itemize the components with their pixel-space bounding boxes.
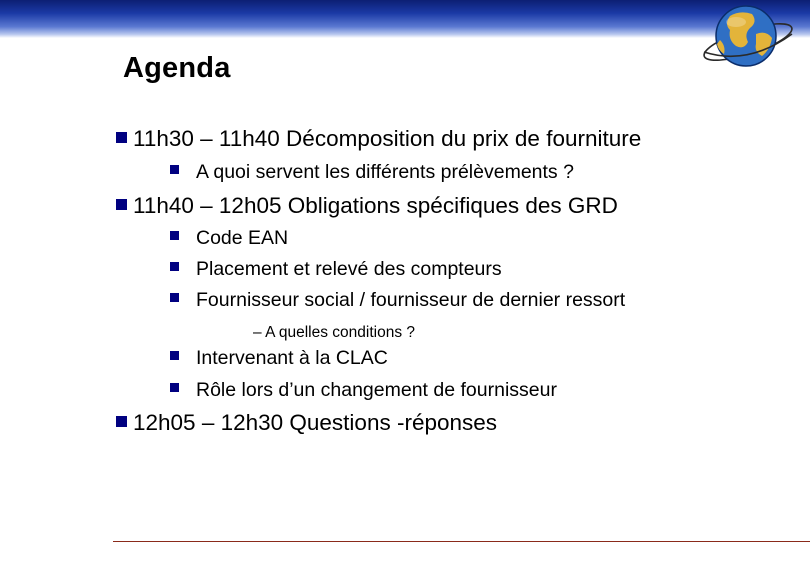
- agenda-subitem: [170, 161, 574, 184]
- square-bullet-icon: [170, 293, 179, 302]
- square-bullet-icon: [170, 165, 179, 174]
- agenda-subsubitem: [253, 324, 415, 342]
- globe-logo-icon: [700, 0, 796, 80]
- agenda-subitem: [170, 347, 388, 370]
- agenda-item-text: 12h05 – 12h30 Questions -réponses: [133, 410, 498, 435]
- header-band: [0, 0, 810, 38]
- square-bullet-icon: [116, 199, 127, 210]
- agenda-subitem: [170, 289, 625, 312]
- square-bullet-icon: [116, 416, 127, 427]
- agenda-subitem-text: Intervenant à la CLAC: [196, 347, 388, 369]
- square-bullet-icon: [170, 262, 179, 271]
- slide-title: Agenda: [123, 52, 231, 84]
- square-bullet-icon: [170, 383, 179, 392]
- agenda-subitem: [170, 227, 288, 250]
- agenda-item-text: 11h30 – 11h40 Décomposition du prix de fourniture: [133, 126, 642, 151]
- agenda-subitem-text: Rôle lors d’un changement de fournisseur: [196, 379, 557, 401]
- agenda-subitem: [170, 379, 557, 402]
- footer-divider: [113, 541, 810, 542]
- agenda-subitem: [170, 258, 502, 281]
- agenda-subsubitem-text: – A quelles conditions ?: [253, 324, 416, 341]
- agenda-subitem-text: A quoi servent les différents prélèvements ?: [196, 161, 574, 183]
- square-bullet-icon: [170, 351, 179, 360]
- square-bullet-icon: [170, 231, 179, 240]
- square-bullet-icon: [116, 132, 127, 143]
- agenda-subitem-text: Placement et relevé des compteurs: [196, 258, 502, 280]
- agenda-item-text: 11h40 – 12h05 Obligations spécifiques des GRD: [133, 193, 618, 218]
- agenda-item: [116, 410, 497, 436]
- agenda-subitem-text: Fournisseur social / fournisseur de dernier ressort: [196, 289, 626, 311]
- agenda-item: [116, 193, 618, 219]
- agenda-item: [116, 126, 641, 152]
- agenda-subitem-text: Code EAN: [196, 227, 289, 249]
